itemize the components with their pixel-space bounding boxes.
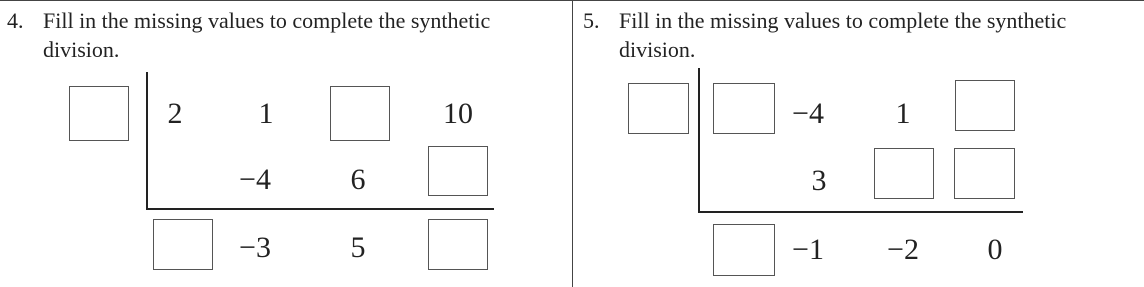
coefficient-2: −4 bbox=[792, 97, 824, 130]
problem-5 bbox=[573, 0, 1144, 287]
result-2: −1 bbox=[792, 233, 824, 266]
problem-5-number: 5. bbox=[583, 8, 600, 33]
division-result-line bbox=[698, 211, 1023, 213]
problem-5-instruction-line-2: division. bbox=[619, 37, 696, 62]
problem-5-instruction-line-1: Fill in the missing values to complete the synthetic bbox=[619, 8, 1067, 33]
product-2: 6 bbox=[350, 163, 366, 196]
problem-5-prompt bbox=[583, 6, 1143, 66]
problem-4-instruction-line-2: division. bbox=[43, 37, 120, 62]
product-2-answer-box[interactable] bbox=[874, 148, 934, 199]
result-3: −2 bbox=[887, 233, 919, 266]
product-3-answer-box[interactable] bbox=[954, 148, 1015, 199]
division-result-line bbox=[146, 208, 494, 210]
remainder: 0 bbox=[987, 233, 1003, 266]
result-2: −3 bbox=[239, 231, 271, 264]
divisor-answer-box[interactable] bbox=[69, 86, 129, 141]
coefficient-4-answer-box[interactable] bbox=[955, 80, 1015, 131]
coefficient-4: 10 bbox=[443, 97, 473, 130]
result-3: 5 bbox=[350, 231, 366, 264]
coefficient-1-answer-box[interactable] bbox=[713, 83, 775, 134]
product-1: −4 bbox=[239, 163, 271, 196]
result-1-answer-box[interactable] bbox=[713, 224, 775, 276]
coefficient-3-answer-box[interactable] bbox=[330, 86, 390, 141]
result-1-answer-box[interactable] bbox=[153, 219, 213, 270]
division-bracket-vertical bbox=[146, 72, 148, 210]
divisor-answer-box[interactable] bbox=[628, 83, 689, 134]
remainder-answer-box[interactable] bbox=[428, 219, 488, 270]
problem-4-instruction-line-1: Fill in the missing values to complete the synthetic bbox=[43, 8, 491, 33]
division-bracket-vertical bbox=[698, 68, 700, 213]
coefficient-2: 1 bbox=[258, 97, 274, 130]
problem-4-prompt bbox=[7, 6, 567, 66]
product-1: 3 bbox=[811, 164, 827, 197]
coefficient-1: 2 bbox=[167, 97, 183, 130]
problem-4-number: 4. bbox=[7, 8, 24, 33]
product-3-answer-box[interactable] bbox=[428, 146, 488, 196]
coefficient-3: 1 bbox=[895, 97, 911, 130]
